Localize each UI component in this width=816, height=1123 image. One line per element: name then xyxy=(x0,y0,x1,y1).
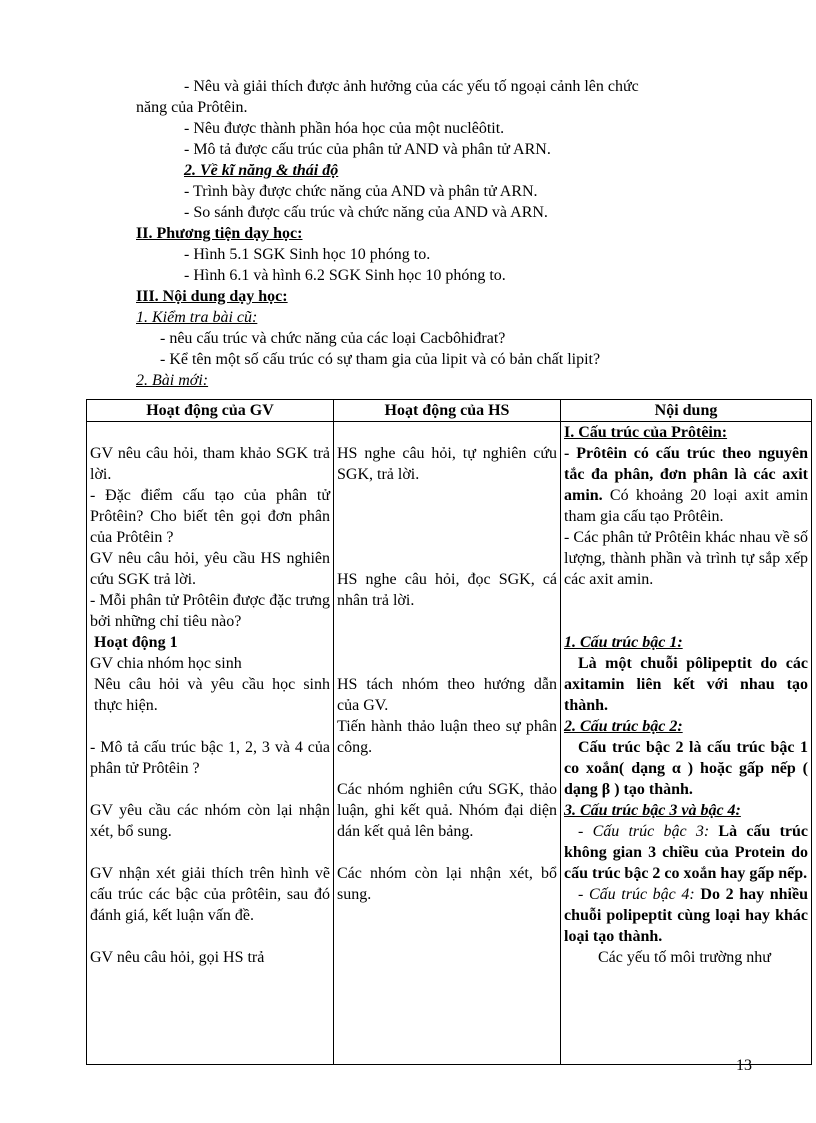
content-env-factors: Các yếu tố môi trường như xyxy=(598,949,771,966)
lesson-table xyxy=(86,399,812,1065)
gv-text-10: GV nhận xét giải thích trên hình vẽ cấu trúc các bậc của prôtêin, sau đó đánh giá, kết luận vấn đề. xyxy=(90,865,330,924)
gv-text-11: GV nêu câu hỏi, gọi HS trả xyxy=(90,949,265,966)
new-lesson-heading: 2. Bài mới: xyxy=(136,372,209,389)
objective-1-cont: năng của Prôtêin. xyxy=(136,99,248,116)
gv-text-9: GV yêu cầu các nhóm còn lại nhận xét, bổ sung. xyxy=(90,802,330,840)
content-level2-text: Cấu trúc bậc 2 là cấu trúc bậc 1 co xoắn( dạng α ) hoặc gấp nếp ( dạng β ) tạo thành. xyxy=(564,739,808,798)
hs-column xyxy=(334,422,561,1065)
hs-text-1: HS nghe câu hỏi, tự nghiên cứu SGK, trả lời. xyxy=(337,445,557,483)
gv-text-6: GV chia nhóm học sinh xyxy=(90,655,242,672)
content-level3-label: - Cấu trúc bậc 3: xyxy=(578,823,710,840)
content-heading-level2: 2. Cấu trúc bậc 2: xyxy=(564,718,683,735)
hs-text-6: Các nhóm còn lại nhận xét, bổ sung. xyxy=(337,865,557,903)
hs-text-3: HS tách nhóm theo hướng dẫn của GV. xyxy=(337,676,557,714)
gv-text-1: GV nêu câu hỏi, tham khảo SGK trả lời. xyxy=(90,445,330,483)
gv-text-8: - Mô tả cấu trúc bậc 1, 2, 3 và 4 của phân tử Prôtêin ? xyxy=(90,739,330,777)
header-hs: Hoạt động của HS xyxy=(334,400,561,422)
check-question-1: - nêu cấu trúc và chức năng của các loại Cacbôhiđrat? xyxy=(160,330,506,347)
objective-1: - Nêu và giải thích được ảnh hưởng của các yếu tố ngoại cảnh lên chức xyxy=(184,78,639,95)
intro-section xyxy=(136,76,776,391)
gv-text-2: - Đặc điểm cấu tạo của phân tử Prôtêin? Cho biết tên gọi đơn phân của Prôtêin ? xyxy=(90,487,330,546)
content-protein-diff: - Các phân tử Prôtêin khác nhau về số lượng, thành phần và trình tự sắp xếp các axit amin. xyxy=(564,529,808,588)
objective-2: - Nêu được thành phần hóa học của một nuclêôtit. xyxy=(184,120,505,137)
hs-text-5: Các nhóm nghiên cứu SGK, thảo luận, ghi kết quả. Nhóm đại diện dán kết quả lên bảng. xyxy=(337,781,557,840)
section-3-heading: III. Nội dung dạy học: xyxy=(136,288,288,305)
content-level4-label: - Cấu trúc bậc 4: xyxy=(578,886,695,903)
header-gv: Hoạt động của GV xyxy=(87,400,334,422)
media-2: - Hình 6.1 và hình 6.2 SGK Sinh học 10 phóng to. xyxy=(184,267,506,284)
table-body-row xyxy=(87,422,812,1065)
section-2-heading: II. Phương tiện dạy học: xyxy=(136,225,303,242)
gv-text-7: Nêu câu hỏi và yêu cầu học sinh thực hiện. xyxy=(94,676,330,714)
skills-heading: 2. Về kĩ năng & thái độ xyxy=(184,162,339,179)
check-heading: 1. Kiểm tra bài cũ: xyxy=(136,309,258,326)
content-heading-level1: 1. Cấu trúc bậc 1: xyxy=(564,634,683,651)
check-question-2: - Kể tên một số cấu trúc có sự tham gia của lipit và có bản chất lipit? xyxy=(160,351,601,368)
content-column xyxy=(561,422,812,1065)
content-level4-text: Do 2 hay nhiều chuỗi polipeptit cùng loại hay khác loại tạo thành. xyxy=(564,886,808,945)
content-level3-text: Là cấu trúc không gian 3 chiều của Protein do cấu trúc bậc 2 co xoắn hay gấp nếp. xyxy=(564,823,808,882)
media-1: - Hình 5.1 SGK Sinh học 10 phóng to. xyxy=(184,246,431,263)
header-content: Nội dung xyxy=(561,400,812,422)
gv-text-3: GV nêu câu hỏi, yêu cầu HS nghiên cứu SGK trả lời. xyxy=(90,550,330,588)
gv-text-4: - Mỗi phân tử Prôtêin được đặc trưng bởi những chỉ tiêu nào? xyxy=(90,592,330,630)
table-header-row xyxy=(87,400,812,422)
gv-column xyxy=(87,422,334,1065)
objective-3: - Mô tả được cấu trúc của phân tử AND và phân tử ARN. xyxy=(184,141,551,158)
content-protein-bold: - Prôtêin có cấu trúc theo nguyên tắc đa phân, đơn phân là các axit amin. xyxy=(564,445,808,504)
skill-2: - So sánh được cấu trúc và chức năng của AND và ARN. xyxy=(184,204,548,221)
content-protein-rest: Có khoảng 20 loại axit amin tham gia cấu tạo Prôtêin. xyxy=(564,487,808,525)
page-number: 13 xyxy=(736,1057,752,1074)
content-heading-structure: I. Cấu trúc của Prôtêin: xyxy=(564,424,728,441)
activity-1-heading: Hoạt động 1 xyxy=(94,634,178,651)
content-heading-level34: 3. Cấu trúc bậc 3 và bậc 4: xyxy=(564,802,741,819)
hs-text-4: Tiến hành thảo luận theo sự phân công. xyxy=(337,718,557,756)
hs-text-2: HS nghe câu hỏi, đọc SGK, cá nhân trả lời. xyxy=(337,571,557,609)
skill-1: - Trình bày được chức năng của AND và phân tử ARN. xyxy=(184,183,538,200)
content-level1-text: Là một chuỗi pôlipeptit do các axitamin liên kết với nhau tạo thành. xyxy=(564,655,808,714)
